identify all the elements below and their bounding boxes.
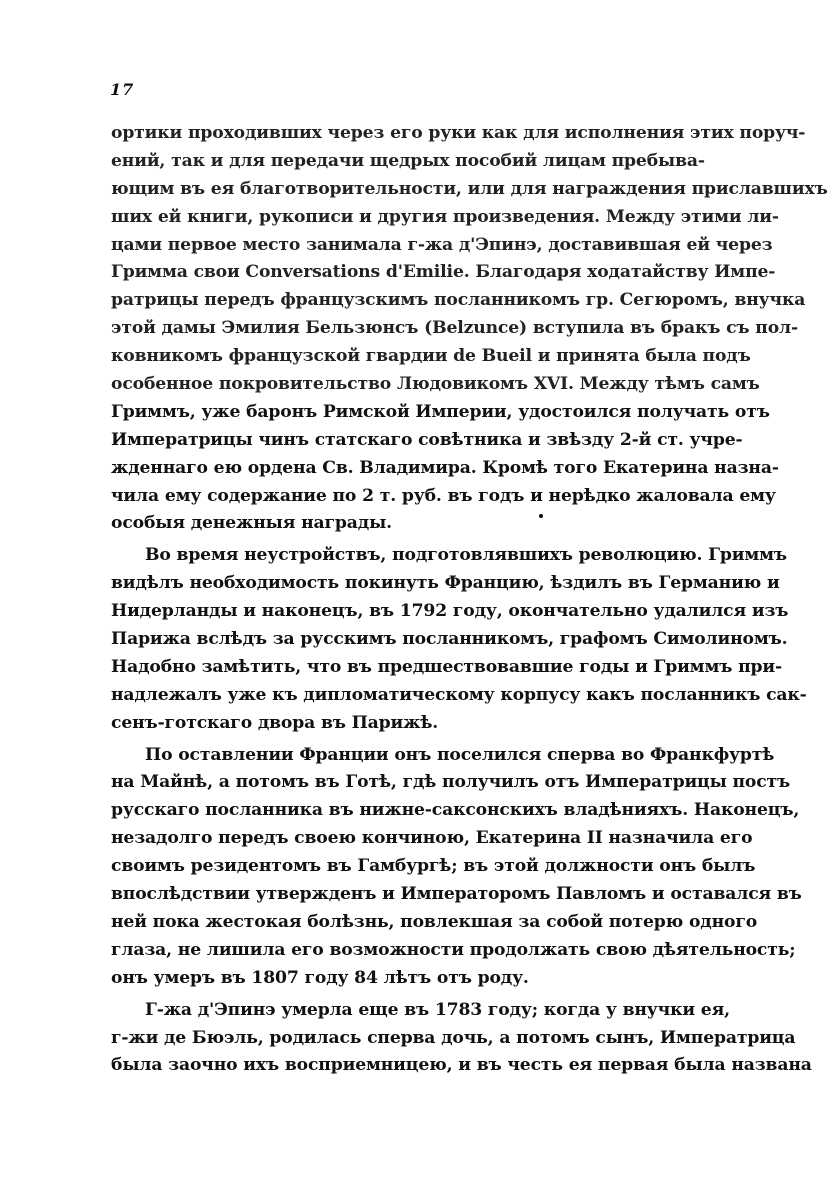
text-line: онъ умеръ въ 1807 году 84 лѣтъ отъ роду. <box>111 967 529 988</box>
text-line: русскаго посланника въ нижне-саксонскихъ владѣнияхъ. Наконецъ, <box>111 800 800 821</box>
text-line: сенъ-готскаго двора въ Парижѣ. <box>111 712 439 733</box>
paragraph <box>111 997 812 1081</box>
paragraph <box>111 742 802 993</box>
text-line: ратрицы передъ французскимъ посланникомъ гр. Сегюромъ, внучка <box>111 290 806 311</box>
text-line: Гриммъ, уже баронъ Римской Империи, удостоился получать отъ <box>111 401 770 422</box>
text-line: По оставлении Франции онъ поселился сперва во Франкфуртѣ <box>145 744 775 765</box>
text-line: надлежалъ уже къ дипломатическому корпусу какъ посланникъ сак- <box>111 684 807 705</box>
text-line: Императрицы чинъ статскаго совѣтника и звѣзду 2-й ст. учре- <box>111 429 743 450</box>
text-line: этой дамы Эмилия Бельзюнсъ (Belzunce) вступила въ бракъ съ пол- <box>111 318 798 339</box>
text-line: Парижа вслѣдъ за русскимъ посланникомъ, графомъ Симолиномъ. <box>111 629 788 650</box>
text-line: на Майнѣ, а потомъ въ Готѣ, гдѣ получилъ отъ Императрицы постъ <box>111 772 791 793</box>
text-line: ших ей книги, рукописи и другия произведения. Между этими ли- <box>111 206 779 227</box>
text-line: ющим въ ея благотворительности, или для награждения приславшихъ <box>111 178 828 199</box>
text-line: чила ему содержание по 2 т. руб. въ годъ и нерѣдко жаловала ему <box>111 485 776 506</box>
text-line: особыя денежныя награды. <box>111 513 392 534</box>
text-line: жденнаго ею ордена Св. Владимира. Кромѣ того Екатерина назна- <box>111 457 779 478</box>
text-line: ней пока жестокая болѣзнь, повлекшая за собой потерю одного <box>111 911 758 932</box>
text-line: видѣлъ необходимость покинуть Францию, ѣздилъ въ Германию и <box>111 573 780 594</box>
text-line: Во время неустройствъ, подготовлявшихъ революцию. Гриммъ <box>145 545 787 566</box>
text-line: Гримма свои Conversations d'Emilie. Благодаря ходатайству Импе- <box>111 262 776 283</box>
paragraph <box>111 542 807 737</box>
text-line: цами первое место занимала г-жа д'Эпинэ, доставившая ей через <box>111 234 773 255</box>
text-line: Нидерланды и наконецъ, въ 1792 году, окончательно удалился изъ <box>111 601 789 622</box>
text-line: была заочно ихъ восприемницею, и въ честь ея первая была названа <box>111 1055 812 1076</box>
text-line: г-жи де Бюэль, родилась сперва дочь, а потомъ сынъ, Императрица <box>111 1027 796 1048</box>
body-text <box>111 120 828 1080</box>
text-line: глаза, не лишила его возможности продолжать свою дѣятельность; <box>111 939 796 960</box>
text-line: незадолго передъ своею кончиною, Екатерина II назначила его <box>111 828 753 849</box>
page-number: 17 <box>110 80 135 99</box>
text-line: своимъ резидентомъ въ Гамбургѣ; въ этой должности онъ былъ <box>111 856 756 877</box>
text-line: особенное покровительство Людовикомъ XVI. Между тѣмъ самъ <box>111 374 760 395</box>
text-line: ковникомъ французской гвардии de Bueil и принята была подъ <box>111 346 751 367</box>
text-line: впослѣдствии утвержденъ и Императоромъ Павломъ и оставался въ <box>111 884 802 905</box>
text-line: Надобно замѣтить, что въ предшествовавшие годы и Гриммъ при- <box>111 656 782 677</box>
paragraph <box>111 120 828 538</box>
text-line: ортики проходивших через его руки как для исполнения этих поруч- <box>111 123 806 143</box>
text-line: ений, так и для передачи щедрых пособий лицам пребыва- <box>111 150 705 171</box>
text-line: Г-жа д'Эпинэ умерла еще въ 1783 году; когда у внучки ея, <box>145 999 730 1020</box>
